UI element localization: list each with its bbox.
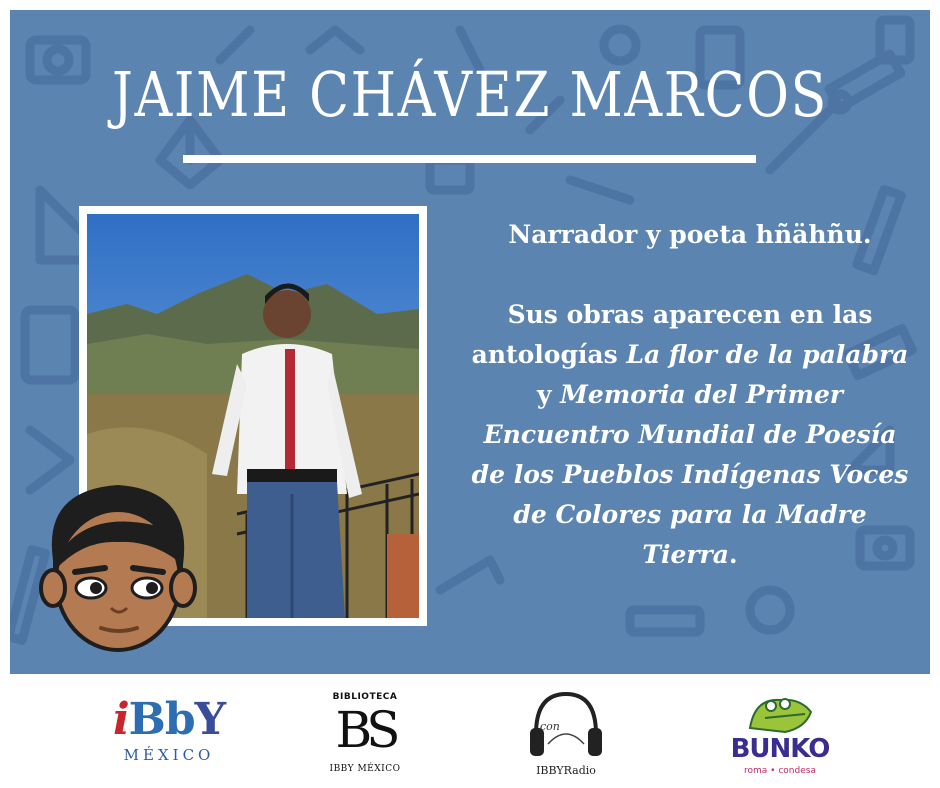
title-underline [183,155,756,163]
biblioteca-bs-logo[interactable] [315,674,415,788]
ibby-radio-logo[interactable] [516,674,616,788]
page-title: JAIME CHÁVEZ MARCOS [112,58,828,131]
radio-con-text: con [540,720,560,733]
bs-top-label: BIBLIOTECA [332,692,398,702]
tablet-icon [25,310,75,380]
crocodile-icon [745,688,815,736]
book-title-1: La flor de la palabra [626,340,909,369]
ibby-country: MÉXICO [123,746,215,764]
bunko-logo[interactable] [720,674,840,788]
bs-mark: BS [335,701,395,759]
bio-works-and: y [536,380,561,409]
bio-works-lead: Sus obras aparecen en las antologías [471,300,873,369]
bio-intro: Narrador y poeta hñähñu. [508,220,872,249]
bunko-subtitle: roma • condesa [744,766,816,776]
radio-label: IBBYRadio [536,764,596,777]
camera-icon [30,40,86,80]
bio-works-end: . [728,540,738,569]
bio-text [465,215,915,575]
ibby-wordmark: iBbY [112,694,226,745]
sponsor-logos [0,674,940,788]
cartoon-avatar-illustration [33,470,203,660]
book-title-2: Memoria del Primer Encuentro Mundial de Poesía de los Pueblos Indígenas Voces de Colores para la Madre Tierra [471,380,909,569]
ibby-mexico-logo[interactable] [104,674,234,788]
bunko-wordmark: BUNKO [730,734,830,764]
bio-works [465,295,915,575]
bs-bottom-label: IBBY MÉXICO [329,764,401,774]
headphones-icon [526,684,606,764]
